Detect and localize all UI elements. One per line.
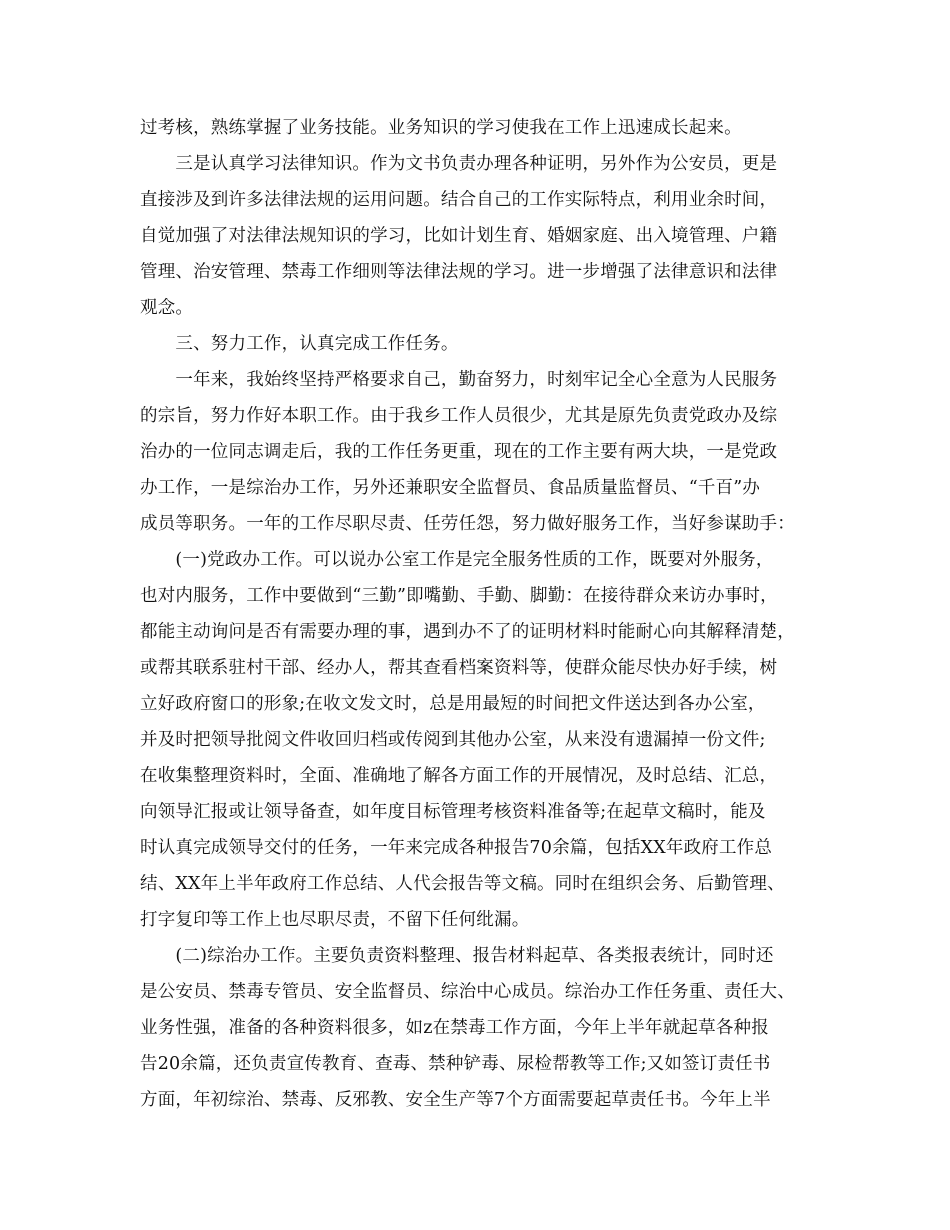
text-line: 三是认真学习法律知识。作为文书负责办理各种证明，另外作为公安员，更是: [140, 154, 778, 174]
text-line: 向领导汇报或让领导备查，如年度目标管理考核资料准备等;在起草文稿时，能及: [140, 802, 766, 822]
text-line: 过考核，熟练掌握了业务技能。业务知识的学习使我在工作上迅速成长起来。: [140, 118, 742, 138]
text-line: 告20余篇，还负责宣传教育、查毒、禁种铲毒、尿检帮教等工作;又如签订责任书: [140, 1054, 771, 1074]
text-line: 三、努力工作，认真完成工作任务。: [140, 334, 459, 354]
text-line: 打字复印等工作上也尽职尽责，不留下任何纰漏。: [140, 910, 530, 930]
text-line: 办工作，一是综治办工作，另外还兼职安全监督员、食品质量监督员、“千百”办: [140, 478, 761, 498]
text-line: 或帮其联系驻村干部、经办人，帮其查看档案资料等，使群众能尽快办好手续，树: [140, 658, 778, 678]
text-line: 立好政府窗口的形象;在收文发文时，总是用最短的时间把文件送达到各办公室，: [140, 694, 766, 714]
text-line: 结、XX年上半年政府工作总结、人代会报告等文稿。同时在组织会务、后勤管理、: [140, 874, 785, 894]
text-line: 观念。: [140, 298, 194, 318]
text-line: 在收集整理资料时，全面、准确地了解各方面工作的开展情况，及时总结、汇总，: [140, 766, 778, 786]
text-line: (一)党政办工作。可以说办公室工作是完全服务性质的工作，既要对外服务，: [140, 550, 774, 570]
text-line: 也对内服务，工作中要做到“三勤”即嘴勤、手勤、脚勤：在接待群众来访办事时，: [140, 586, 778, 606]
text-line: (二)综治办工作。主要负责资料整理、报告材料起草、各类报表统计，同时还: [140, 946, 774, 966]
text-line: 时认真完成领导交付的任务，一年来完成各种报告70余篇，包括XX年政府工作总: [140, 838, 773, 858]
text-line: 的宗旨，努力作好本职工作。由于我乡工作人员很少，尤其是原先负责党政办及综: [140, 406, 778, 426]
text-line: 治办的一位同志调走后，我的工作任务更重，现在的工作主要有两大块，一是党政: [140, 442, 778, 462]
text-line: 是公安员、禁毒专管员、安全监督员、综治中心成员。综治办工作任务重、责任大、: [140, 982, 795, 1002]
text-line: 一年来，我始终坚持严格要求自己，勤奋努力，时刻牢记全心全意为人民服务: [140, 370, 778, 390]
text-line: 自觉加强了对法律法规知识的学习，比如计划生育、婚姻家庭、出入境管理、户籍: [140, 226, 778, 246]
text-line: 业务性强，准备的各种资料很多，如z在禁毒工作方面，今年上半年就起草各种报: [140, 1018, 769, 1038]
text-line: 成员等职务。一年的工作尽职尽责、任劳任怨，努力做好服务工作，当好参谋助手：: [140, 514, 795, 534]
text-line: 都能主动询问是否有需要办理的事，遇到办不了的证明材料时能耐心向其解释清楚，: [140, 622, 795, 642]
text-line: 直接涉及到许多法律法规的运用问题。结合自己的工作实际特点，利用业余时间，: [140, 190, 778, 210]
text-line: 管理、治安管理、禁毒工作细则等法律法规的学习。进一步增强了法律意识和法律: [140, 262, 778, 282]
text-line: 方面，年初综治、禁毒、反邪教、安全生产等7个方面需要起草责任书。今年上半: [140, 1090, 771, 1110]
text-line: 并及时把领导批阅文件收回归档或传阅到其他办公室，从来没有遗漏掉一份文件;: [140, 730, 766, 750]
